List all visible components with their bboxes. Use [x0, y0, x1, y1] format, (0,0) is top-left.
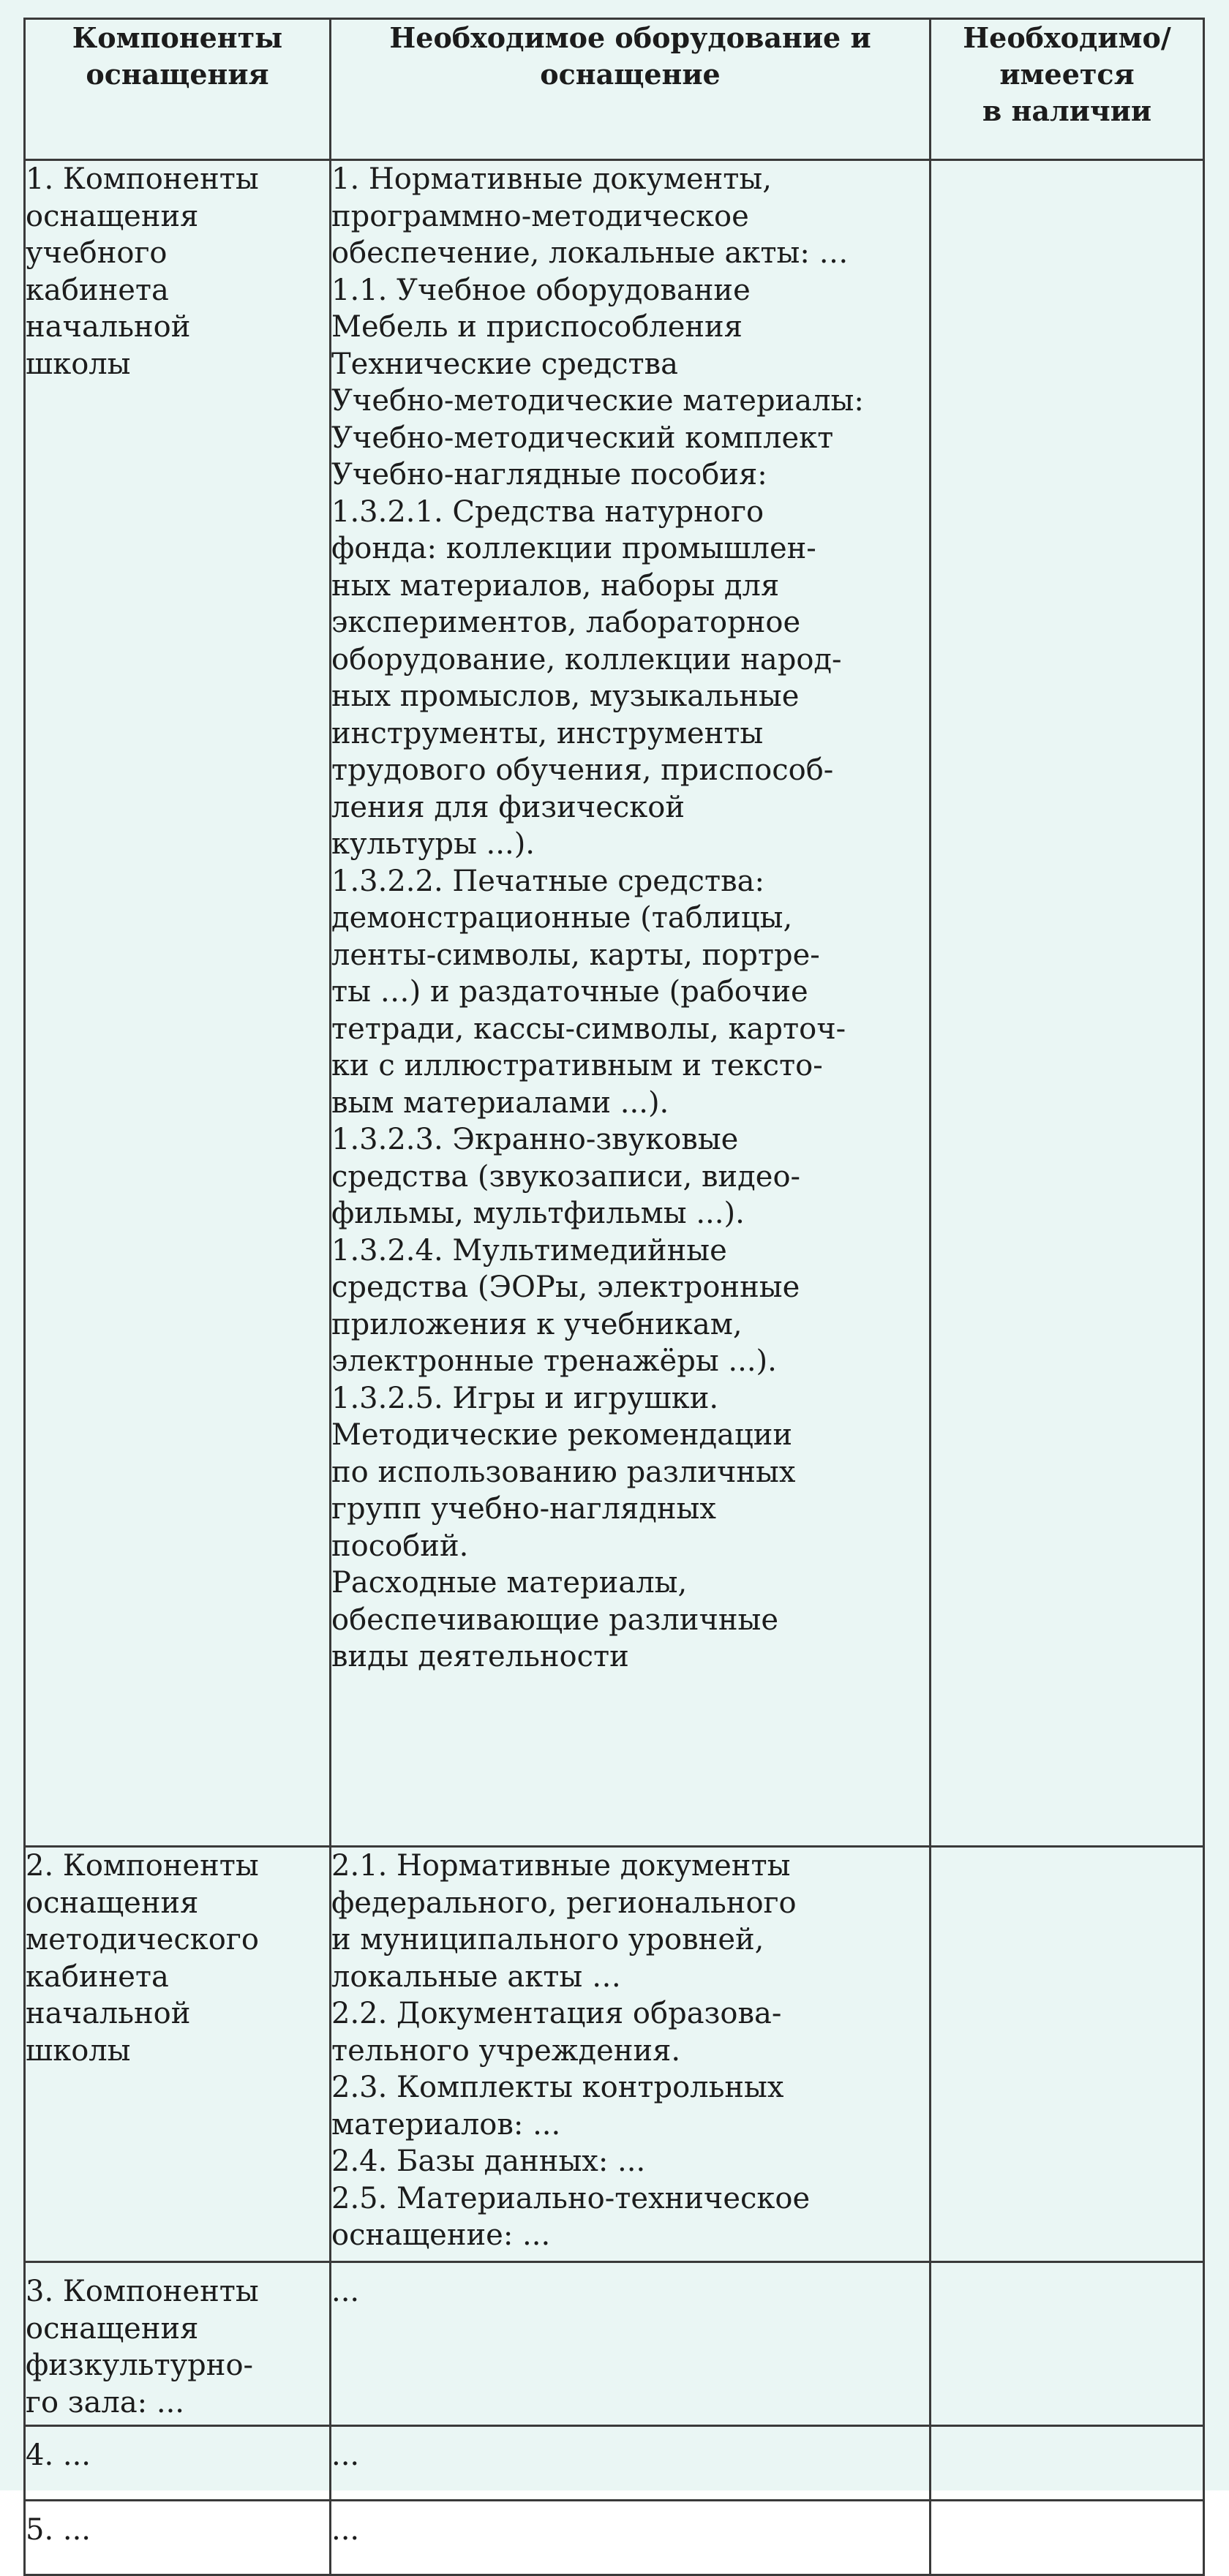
component-cell [25, 2426, 331, 2501]
cell-line: кабинета [26, 1959, 169, 1994]
cell-line: вым материалами ...). [331, 1085, 669, 1120]
cell-line: обеспечивающие различные [331, 1603, 779, 1637]
cell-line: трудового обучения, приспособ- [331, 753, 834, 787]
equipment-cell [331, 2501, 931, 2575]
header-line: в наличии [982, 94, 1152, 127]
cell-line: инструменты, инструменты [331, 716, 764, 750]
cell-line: 5. ... [26, 2513, 91, 2547]
cell-line: оснащения [26, 199, 199, 233]
cell-line: 2.1. Нормативные документы [331, 1849, 791, 1883]
cell-line: ленты-символы, карты, портре- [331, 938, 820, 972]
cell-line: пособий. [331, 1529, 469, 1563]
cell-line: ки с иллюстративным и тексто- [331, 1049, 823, 1082]
cell-line: 2. Компоненты [26, 1849, 259, 1883]
cell-line: и муниципального уровней, [331, 1923, 764, 1957]
cell-line: материалов: ... [331, 2107, 561, 2142]
cell-line: 2.4. Базы данных: ... [331, 2144, 646, 2178]
availability-cell[interactable] [931, 1847, 1204, 2262]
cell-line: Методические рекомендации [331, 1418, 793, 1452]
cell-line: виды деятельности [331, 1640, 629, 1673]
cell-line: приложения к учебникам, [331, 1307, 743, 1341]
cell-line: оснащение: ... [331, 2218, 551, 2252]
cell-line: го зала: ... [26, 2385, 185, 2419]
cell-line: 2.2. Документация образова- [331, 1997, 782, 2030]
cell-line: ления для физической [331, 790, 685, 824]
cell-line: начальной [26, 1997, 191, 2030]
cell-line: 1.3.2.5. Игры и игрушки. [331, 1381, 719, 1415]
header-line: Необходимо/ [963, 21, 1171, 54]
table-row [25, 2426, 1204, 2501]
cell-line: тетради, кассы-символы, карточ- [331, 1012, 846, 1046]
cell-line: тельного учреждения. [331, 2033, 681, 2068]
cell-line: 3. Компоненты [26, 2275, 259, 2308]
cell-line: фильмы, мультфильмы ...). [331, 1197, 745, 1230]
availability-cell[interactable] [931, 2262, 1204, 2426]
cell-line: кабинета [26, 273, 169, 307]
cell-line: оснащения [26, 1886, 199, 1920]
header-row [25, 19, 1204, 160]
cell-line: ных материалов, наборы для [331, 568, 780, 603]
cell-line: 2.5. Материально-техническое [331, 2181, 811, 2215]
equipment-cell [331, 160, 931, 1847]
cell-line: школы [26, 2033, 131, 2068]
cell-line: оснащения [26, 2311, 199, 2346]
cell-line: по использованию различных [331, 1455, 796, 1489]
cell-line: школы [26, 347, 131, 381]
equipment-table [23, 18, 1205, 2576]
cell-line: учебного [26, 236, 168, 270]
cell-line: фонда: коллекции промышлен- [331, 532, 816, 565]
equipment-cell [331, 2262, 931, 2426]
cell-line: 1. Компоненты [26, 162, 259, 196]
table-row [25, 2501, 1204, 2575]
equipment-cell [331, 2426, 931, 2501]
cell-line: 1.3.2.4. Мультимедийные [331, 1233, 727, 1268]
header-line: оснащение [540, 58, 721, 91]
cell-line: Учебно-методический комплект [331, 421, 834, 455]
component-cell [25, 160, 331, 1847]
cell-line: обеспечение, локальные акты: … [331, 236, 849, 270]
header-line: Компоненты [72, 21, 283, 54]
table-row [25, 1847, 1204, 2262]
cell-line: 1.3.2.3. Экранно-звуковые [331, 1123, 739, 1156]
header-line: имеется [999, 58, 1135, 91]
cell-line: экспериментов, лабораторное [331, 606, 801, 639]
cell-line: 4. ... [26, 2438, 91, 2472]
cell-line: федерального, регионального [331, 1886, 797, 1920]
table-row [25, 2262, 1204, 2426]
cell-line: начальной [26, 310, 191, 344]
cell-line: 1. Нормативные документы, [331, 162, 772, 196]
component-cell [25, 2262, 331, 2426]
header-line: оснащения [86, 58, 269, 91]
cell-line: средства (ЭОРы, электронные [331, 1270, 800, 1304]
cell-line: средства (звукозаписи, видео- [331, 1159, 801, 1194]
cell-line: Мебель и приспособления [331, 310, 743, 344]
cell-line: ных промыслов, музыкальные [331, 679, 800, 713]
component-cell [25, 1847, 331, 2262]
cell-line: ... [331, 2513, 360, 2547]
cell-line: электронные тренажёры ...). [331, 1344, 777, 1378]
cell-line: локальные акты … [331, 1959, 621, 1994]
cell-line: 1.3.2.2. Печатные средства: [331, 864, 764, 898]
header-equipment [331, 19, 931, 160]
header-availability [931, 19, 1204, 160]
cell-line: Технические средства [331, 347, 679, 381]
cell-line: групп учебно-наглядных [331, 1492, 716, 1526]
cell-line: ... [331, 2438, 360, 2472]
availability-cell[interactable] [931, 2426, 1204, 2501]
cell-line: программно-методическое [331, 199, 749, 233]
cell-line: ... [331, 2275, 360, 2308]
cell-line: ты …) и раздаточные (рабочие [331, 975, 808, 1009]
cell-line: Расходные материалы, [331, 1566, 688, 1600]
cell-line: Учебно-методические материалы: [331, 384, 864, 418]
table-row [25, 160, 1204, 1847]
cell-line: демонстрационные (таблицы, [331, 901, 793, 935]
cell-line: 1.3.2.1. Средства натурного [331, 494, 764, 529]
availability-cell[interactable] [931, 2501, 1204, 2575]
header-line: Необходимое оборудование и [389, 21, 871, 54]
cell-line: методического [26, 1923, 259, 1957]
header-components [25, 19, 331, 160]
cell-line: оборудование, коллекции народ- [331, 642, 842, 677]
component-cell [25, 2501, 331, 2575]
cell-line: 2.3. Комплекты контрольных [331, 2071, 784, 2104]
cell-line: Учебно-наглядные пособия: [331, 458, 767, 492]
cell-line: физкультурно- [26, 2349, 254, 2382]
cell-line: культуры ...). [331, 827, 535, 861]
availability-cell[interactable] [931, 160, 1204, 1847]
equipment-cell [331, 1847, 931, 2262]
cell-line: 1.1. Учебное оборудование [331, 273, 751, 307]
